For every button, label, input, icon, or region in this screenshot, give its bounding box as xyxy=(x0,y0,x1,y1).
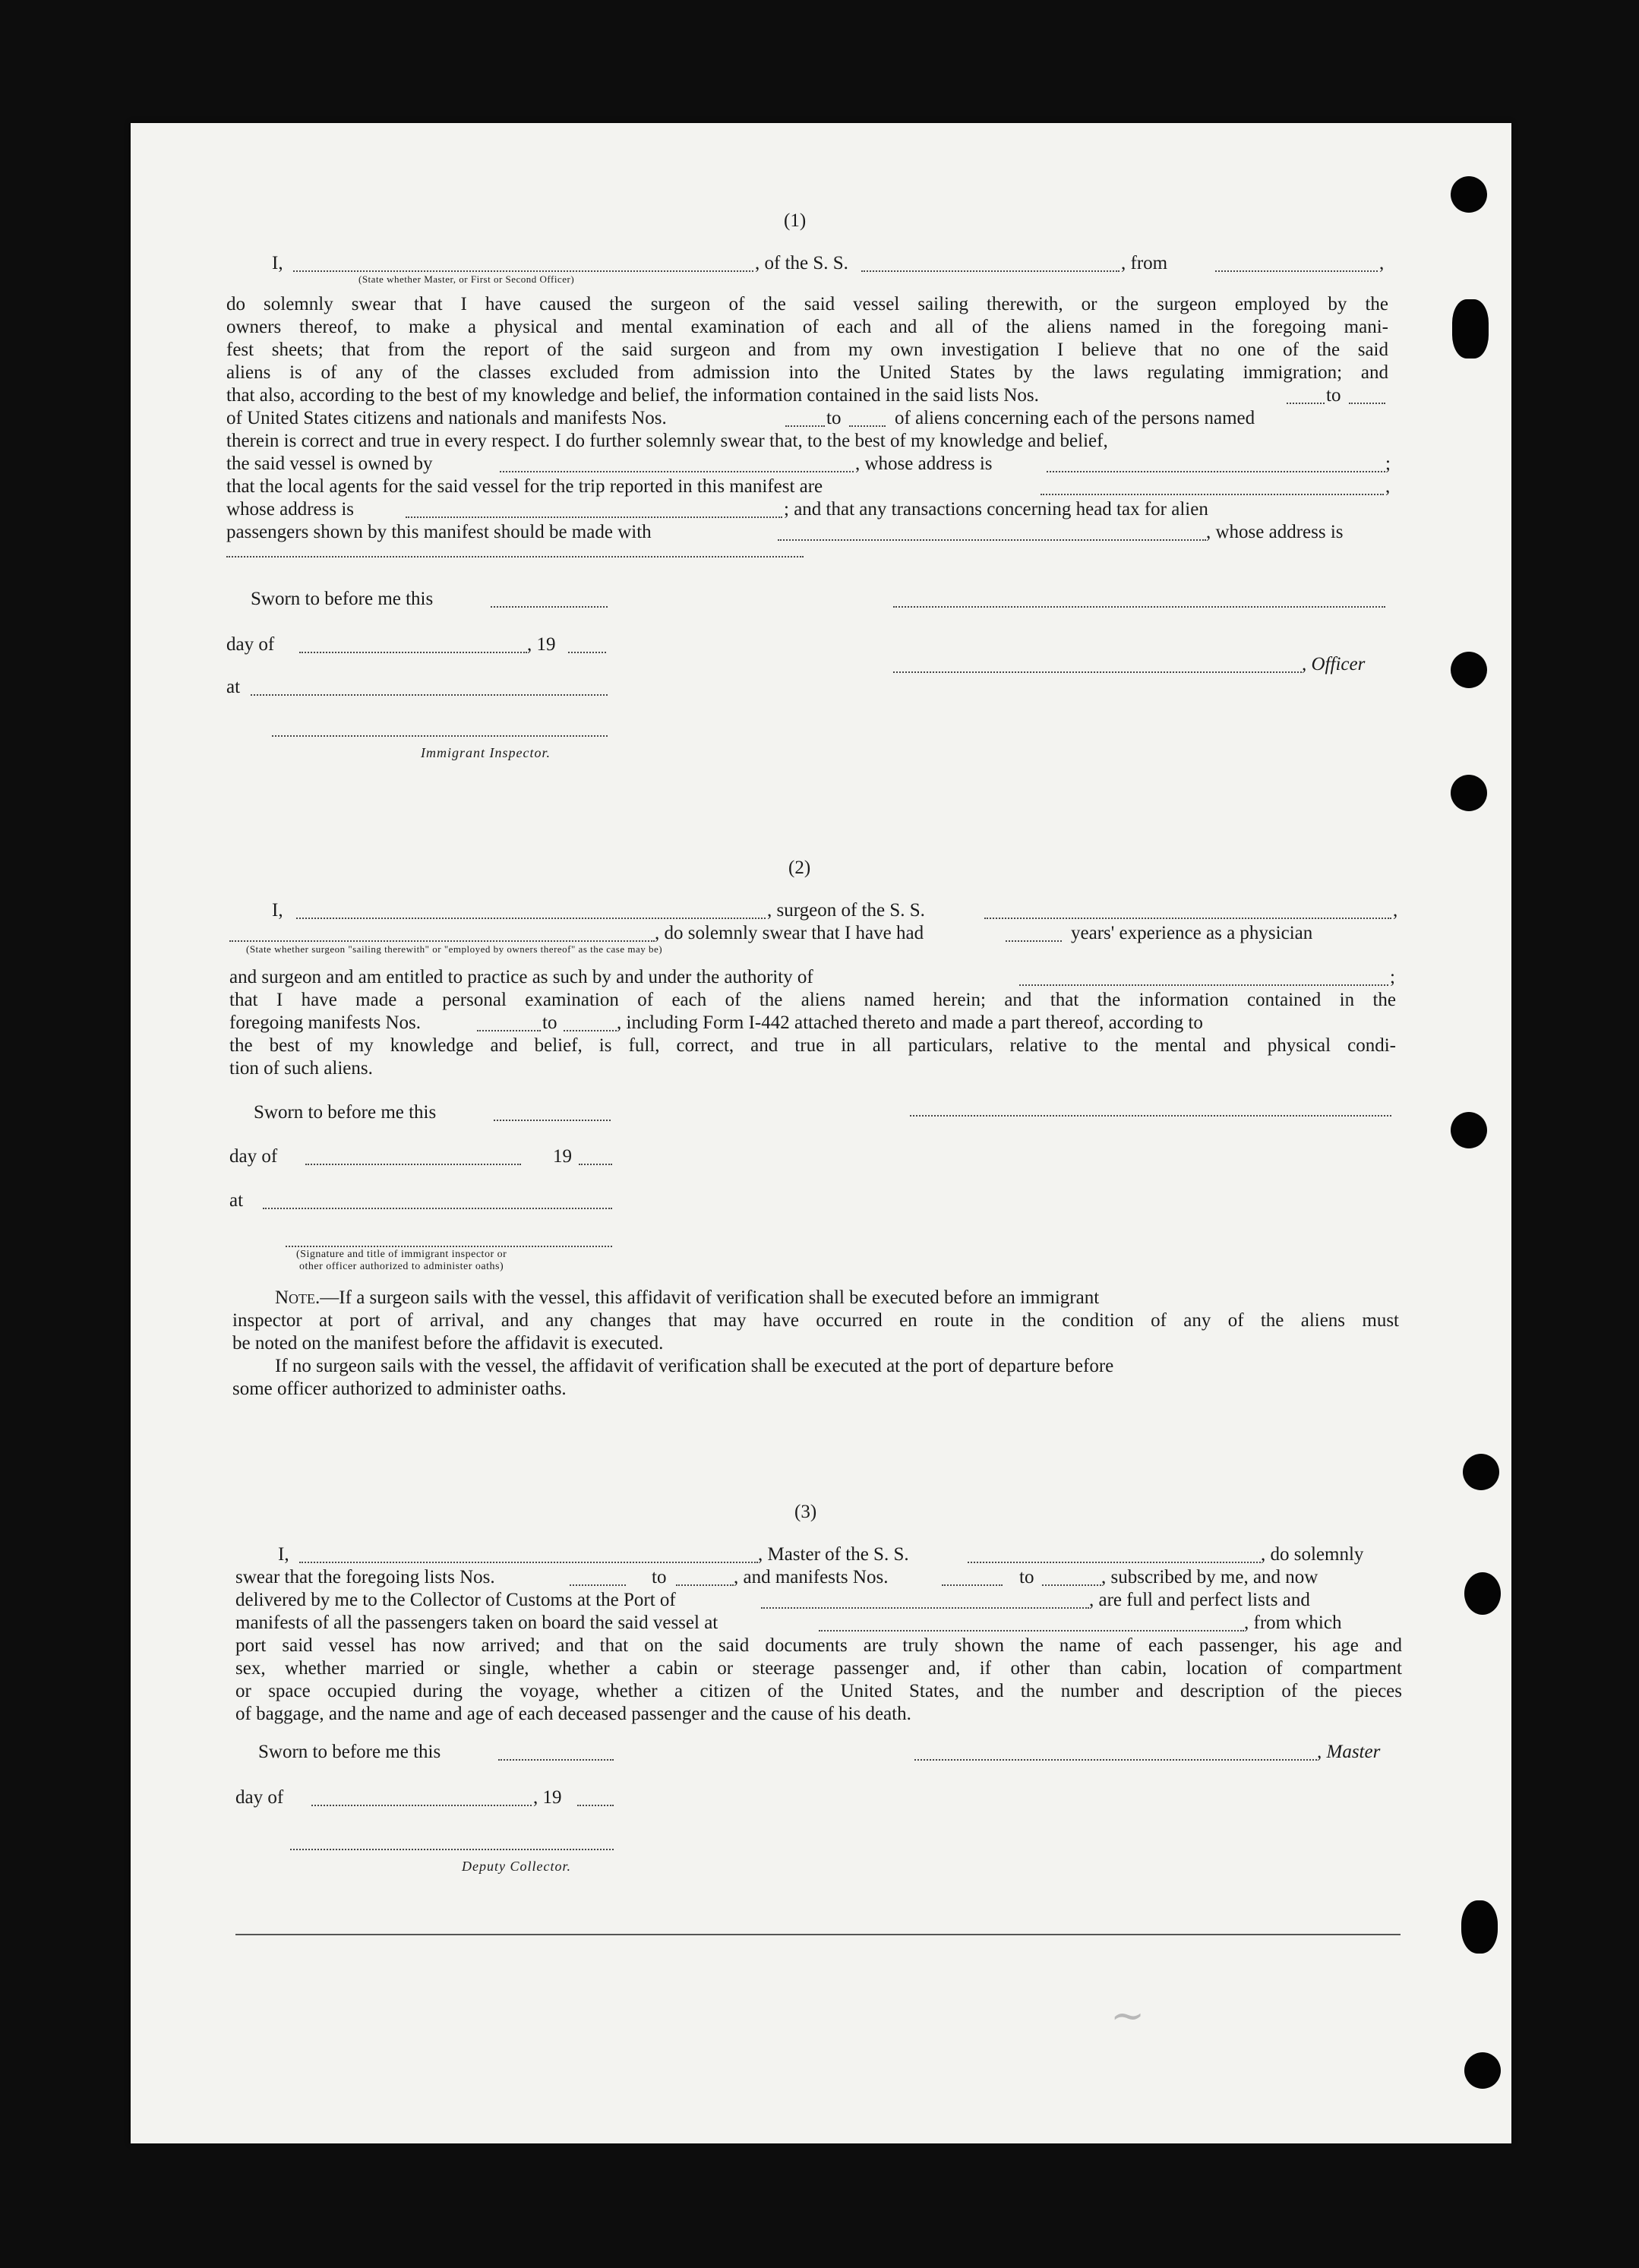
oath-line-text: , from which xyxy=(1244,1613,1342,1633)
boarding-port-blank[interactable] xyxy=(819,1630,1244,1632)
oath-line-text: , xyxy=(1385,476,1391,497)
oath-line-text: , xyxy=(1379,253,1385,273)
day-label: day of xyxy=(229,1146,278,1167)
field-caption: (State whether Master, or First or Second Officer) xyxy=(358,273,575,285)
oath-line-text: to xyxy=(542,1012,557,1033)
oath-line-text: to xyxy=(1019,1567,1034,1587)
oath-line-text: , from xyxy=(1121,253,1168,273)
bottom-rule xyxy=(235,1934,1401,1935)
year-blank[interactable] xyxy=(568,652,606,653)
day-label: day of xyxy=(235,1787,284,1808)
oath-line-text: ; xyxy=(1385,453,1391,474)
surgeon-signature-blank[interactable] xyxy=(910,1115,1391,1117)
sworn-date-blank[interactable] xyxy=(498,1759,614,1761)
oath-line-text: , Master of the S. S. xyxy=(758,1544,909,1565)
section-number: (1) xyxy=(784,210,807,231)
oath-line-text: to xyxy=(826,408,842,428)
form-manifests-from-blank[interactable] xyxy=(477,1030,541,1031)
inspector-signature-blank[interactable] xyxy=(286,1246,612,1247)
officer-signature-blank[interactable] xyxy=(893,671,1302,673)
owner-address-blank[interactable] xyxy=(1047,471,1385,472)
port-blank[interactable] xyxy=(761,1607,1089,1609)
oath-paragraph-line: port said vessel has now arrived; and that on the said documents are truly shown the name of each passenger, his age and xyxy=(235,1635,1402,1656)
punch-hole xyxy=(1461,1900,1498,1954)
day-blank[interactable] xyxy=(311,1805,532,1806)
oath-line-text: and surgeon and am entitled to practice as such by and under the authority of xyxy=(229,967,813,987)
year-label: 19 xyxy=(553,1146,572,1167)
oath-paragraph-line: the best of my knowledge and belief, is full, correct, and true in all particulars, relative to the mental and physical condi- xyxy=(229,1035,1396,1056)
note-line: some officer authorized to administer oaths. xyxy=(232,1379,567,1399)
oath-line-text: tion of such aliens. xyxy=(229,1058,373,1079)
punch-hole xyxy=(1452,299,1489,359)
oath-paragraph-line: fest sheets; that from the report of the said surgeon and from my own investigation I believe that no one of the said xyxy=(226,340,1388,360)
oath-line-text: ; xyxy=(1390,967,1395,987)
oath-line-text: of baggage, and the name and age of each deceased passenger and the cause of his death. xyxy=(235,1704,911,1724)
oath-line-text: I, xyxy=(272,900,283,921)
oath-line-text: swear that the foregoing lists Nos. xyxy=(235,1567,495,1587)
oath-line-text: , subscribed by me, and now xyxy=(1101,1567,1318,1587)
oath-line-text: , of the S. S. xyxy=(755,253,848,273)
oath-line-text: to xyxy=(1326,385,1341,406)
oath-line-text: delivered by me to the Collector of Customs at the Port of xyxy=(235,1590,676,1610)
lists-nos-from-blank[interactable] xyxy=(1287,403,1325,404)
local-agents-blank[interactable] xyxy=(1041,494,1384,495)
punch-hole xyxy=(1451,775,1487,811)
oath-paragraph-line: or space occupied during the voyage, whether a citizen of the United States, and the number and description of the pieces xyxy=(235,1681,1402,1701)
head-tax-address-blank[interactable] xyxy=(226,556,804,558)
note-line xyxy=(275,1287,1099,1309)
manifests-nos-to-blank[interactable] xyxy=(1042,1584,1101,1586)
lists-nos-to-blank[interactable] xyxy=(676,1584,734,1586)
inspector-caption: Immigrant Inspector. xyxy=(421,745,551,760)
oath-line-text: , are full and perfect lists and xyxy=(1089,1590,1310,1610)
oath-line-text: , do solemnly swear that I have had xyxy=(655,923,924,943)
oath-paragraph-line: aliens is of any of the classes excluded from admission into the United States by the laws regulating immigration; and xyxy=(226,362,1388,383)
oath-paragraph-line: owners thereof, to make a physical and mental examination of each and all of the aliens named in the foregoing mani- xyxy=(226,317,1388,337)
collector-signature-blank[interactable] xyxy=(290,1849,614,1850)
day-label: day of xyxy=(226,634,275,655)
surgeon-status-blank[interactable] xyxy=(229,940,655,942)
section-number: (3) xyxy=(794,1502,817,1522)
field-caption: (State whether surgeon "sailing therewith" or "employed by owners thereof" as the case may be) xyxy=(246,943,663,955)
manifests-nos-from-blank[interactable] xyxy=(785,425,825,427)
oath-line-text: years' experience as a physician xyxy=(1071,923,1313,943)
agents-address-blank[interactable] xyxy=(406,516,782,518)
signature-caption: other officer authorized to administer oaths) xyxy=(299,1261,504,1272)
note-line: be noted on the manifest before the affidavit is executed. xyxy=(232,1333,664,1354)
oath-line-text: I, xyxy=(272,253,283,273)
head-tax-agent-blank[interactable] xyxy=(778,539,1206,541)
vessel-name-blank[interactable] xyxy=(968,1562,1261,1563)
note-line: If no surgeon sails with the vessel, the affidavit of verification shall be executed at the port of departure before xyxy=(275,1356,1114,1376)
officer-label: , Officer xyxy=(1302,654,1366,674)
from-port-blank[interactable] xyxy=(1215,270,1378,272)
note-label: Note. xyxy=(275,1287,321,1308)
master-name-blank[interactable] xyxy=(293,270,753,272)
year-label: , 19 xyxy=(533,1787,562,1808)
oath-line-text: that the local agents for the said vessel for the trip reported in this manifest are xyxy=(226,476,823,497)
oath-paragraph-line: sex, whether married or single, whether a cabin or steerage passenger and, if other than cabin, location of compartment xyxy=(235,1658,1402,1679)
punch-hole xyxy=(1451,1112,1487,1148)
at-label: at xyxy=(229,1190,244,1211)
oath-line-text: foregoing manifests Nos. xyxy=(229,1012,422,1033)
sworn-date-blank[interactable] xyxy=(494,1120,611,1121)
oath-line-text: of United States citizens and nationals and manifests Nos. xyxy=(226,408,667,428)
manifests-nos-from-blank[interactable] xyxy=(942,1584,1003,1586)
year-blank[interactable] xyxy=(577,1805,614,1806)
sworn-label: Sworn to before me this xyxy=(251,589,434,609)
authority-blank[interactable] xyxy=(1019,984,1388,986)
years-experience-blank[interactable] xyxy=(1006,940,1062,942)
oath-line-text: the said vessel is owned by xyxy=(226,453,433,474)
master-name-blank[interactable] xyxy=(299,1562,758,1563)
oath-line-text: to xyxy=(652,1567,667,1587)
year-blank[interactable] xyxy=(579,1164,612,1165)
oath-line-text: , whose address is xyxy=(1206,522,1344,542)
oath-line-text: , and manifests Nos. xyxy=(734,1567,889,1587)
oath-line-text: ; and that any transactions concerning head tax for alien xyxy=(784,499,1208,520)
oath-line-text: of aliens concerning each of the persons named xyxy=(895,408,1255,428)
collector-caption: Deputy Collector. xyxy=(462,1859,571,1874)
form-page xyxy=(131,123,1511,2143)
inspector-signature-blank[interactable] xyxy=(272,735,608,737)
master-signature-blank[interactable] xyxy=(914,1759,1317,1761)
oath-line-text: passengers shown by this manifest should be made with xyxy=(226,522,652,542)
surgeon-name-blank[interactable] xyxy=(296,918,766,919)
sworn-label: Sworn to before me this xyxy=(254,1102,437,1123)
surgeon-vessel-blank[interactable] xyxy=(984,918,1391,919)
owner-blank[interactable] xyxy=(500,471,854,472)
at-place-blank[interactable] xyxy=(251,694,608,696)
at-place-blank[interactable] xyxy=(263,1208,612,1209)
oath-line-text: that also, according to the best of my knowledge and belief, the information contained in the said lists Nos. xyxy=(226,385,1039,406)
oath-line-text: , xyxy=(1393,900,1398,921)
punch-hole xyxy=(1464,2052,1501,2089)
section-number: (2) xyxy=(788,858,811,878)
day-blank[interactable] xyxy=(305,1164,521,1165)
vessel-name-blank[interactable] xyxy=(861,270,1120,272)
at-label: at xyxy=(226,677,241,697)
lists-nos-from-blank[interactable] xyxy=(570,1584,626,1586)
sworn-label: Sworn to before me this xyxy=(258,1742,441,1762)
manifests-nos-to-blank[interactable] xyxy=(849,425,886,427)
note-line: inspector at port of arrival, and any changes that may have occurred en route in the condition of any of the aliens must xyxy=(232,1310,1399,1331)
oath-line-text: whose address is xyxy=(226,499,355,520)
oath-paragraph-line: do solemnly swear that I have caused the surgeon of the said vessel sailing therewith, or the surgeon employed by the xyxy=(226,294,1388,314)
year-label: , 19 xyxy=(527,634,556,655)
note-text: —If a surgeon sails with the vessel, this affidavit of verification shall be executed before an immigrant xyxy=(320,1287,1100,1308)
oath-line-text: , including Form I-442 attached thereto and made a part thereof, according to xyxy=(617,1012,1203,1033)
lists-nos-to-blank[interactable] xyxy=(1349,403,1385,404)
officer-signature-top-blank[interactable] xyxy=(893,606,1385,608)
form-manifests-to-blank[interactable] xyxy=(564,1030,617,1031)
punch-hole xyxy=(1464,1572,1501,1615)
oath-line-text: therein is correct and true in every respect. I do further solemnly swear that, to the best of my knowledge and belief, xyxy=(226,431,1108,451)
signature-caption: (Signature and title of immigrant inspector or xyxy=(296,1249,507,1260)
punch-hole xyxy=(1463,1454,1499,1490)
oath-line-text: I, xyxy=(278,1544,289,1565)
punch-hole xyxy=(1451,652,1487,688)
master-label: , Master xyxy=(1317,1742,1381,1762)
oath-line-text: , whose address is xyxy=(855,453,993,474)
sworn-date-blank[interactable] xyxy=(491,606,608,608)
punch-hole xyxy=(1451,176,1487,213)
oath-paragraph-line: that I have made a personal examination of each of the aliens named herein; and that the information contained in the xyxy=(229,990,1396,1010)
bleed-through-mark: ~ xyxy=(1110,1992,1145,2039)
oath-line-text: , do solemnly xyxy=(1261,1544,1364,1565)
oath-line-text: , surgeon of the S. S. xyxy=(767,900,925,921)
day-blank[interactable] xyxy=(299,652,527,653)
oath-line-text: manifests of all the passengers taken on board the said vessel at xyxy=(235,1613,718,1633)
